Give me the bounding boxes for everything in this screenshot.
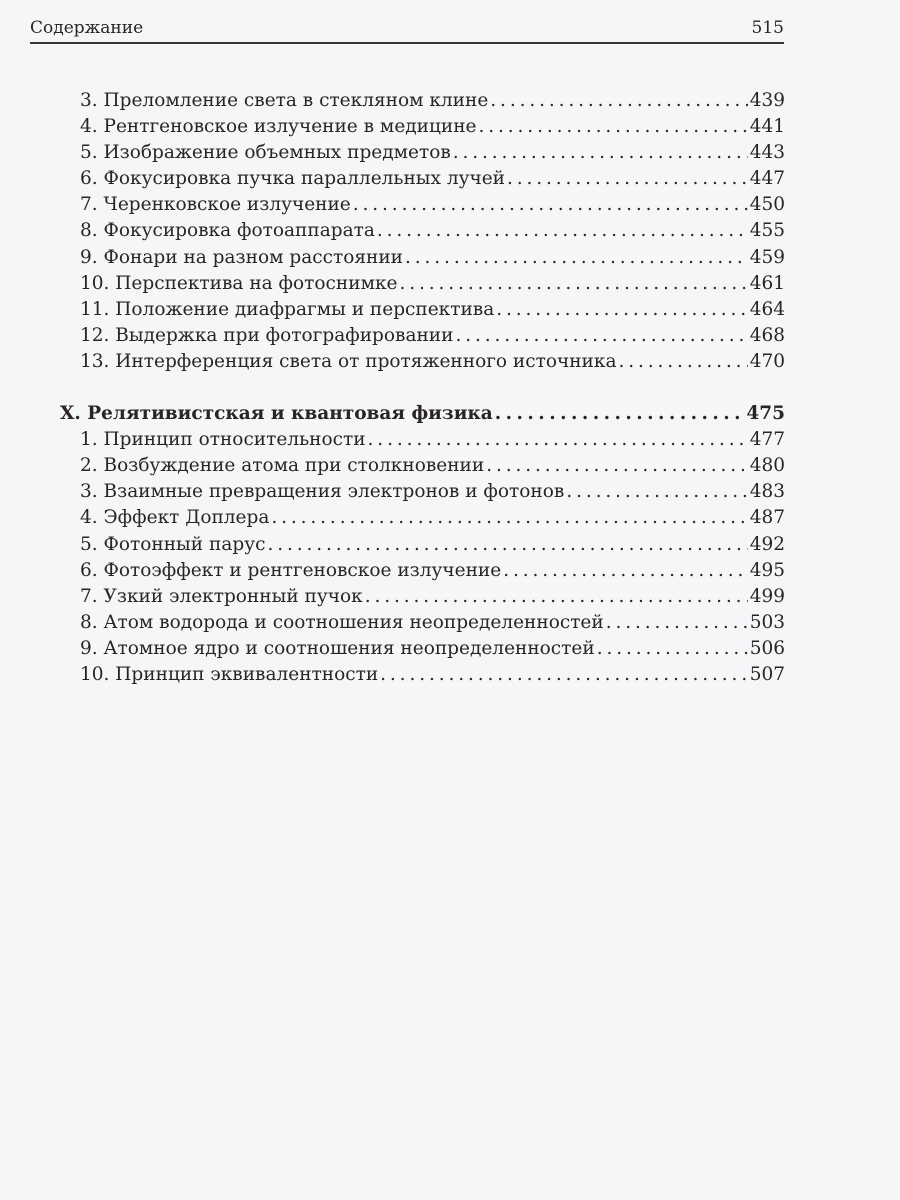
dot-leader xyxy=(486,453,748,479)
entry-page: 487 xyxy=(749,507,785,529)
entry-page: 441 xyxy=(749,116,785,138)
dot-leader xyxy=(455,323,747,349)
entry-title: 3. Преломление света в стекляном клине xyxy=(80,90,489,111)
entry-title: 7. Черенковское излучение xyxy=(80,194,351,216)
entry-title: 13. Интерференция света от протяженного источника xyxy=(80,350,617,372)
dot-leader xyxy=(271,505,747,531)
toc-entry[interactable] xyxy=(60,349,785,375)
dot-leader xyxy=(399,271,747,297)
entry-title: 11. Положение диафрагмы и перспектива xyxy=(80,298,495,320)
toc-entry[interactable] xyxy=(60,297,785,323)
entry-title: 5. Фотонный парус xyxy=(80,533,266,555)
entry-title: 4. Эффект Доплера xyxy=(80,507,270,529)
entry-title: 3. Взаимные превращения электронов и фотонов xyxy=(80,481,565,503)
entry-page: 447 xyxy=(749,168,785,190)
toc-entry[interactable] xyxy=(60,453,785,479)
toc-entry[interactable] xyxy=(60,505,785,531)
entry-page: 507 xyxy=(749,663,785,685)
toc-entry[interactable] xyxy=(60,662,785,688)
entry-title: 6. Фотоэффект и рентгеновское излучение xyxy=(80,559,502,581)
toc-entry[interactable] xyxy=(60,584,785,610)
toc-entry[interactable] xyxy=(60,218,785,244)
toc-entry[interactable] xyxy=(60,271,785,297)
entry-title: 4. Рентгеновское излучение в медицине xyxy=(80,116,477,138)
dot-leader xyxy=(566,479,747,505)
entry-page: 459 xyxy=(749,246,785,268)
dot-leader xyxy=(495,401,745,427)
dot-leader xyxy=(368,427,748,453)
chapter-x xyxy=(60,401,785,688)
dot-leader xyxy=(597,636,748,662)
entry-page: 450 xyxy=(749,194,785,216)
page-number: 515 xyxy=(751,18,784,38)
dot-leader xyxy=(365,584,748,610)
table-of-contents xyxy=(60,88,785,688)
entry-title: 7. Узкий электронный пучок xyxy=(80,585,363,607)
entry-page: 461 xyxy=(749,272,785,294)
entry-title: 9. Фонари на разном расстоянии xyxy=(80,246,404,268)
entry-title: 6. Фокусировка пучка параллельных лучей xyxy=(80,168,505,190)
dot-leader xyxy=(479,114,748,140)
entry-page: 464 xyxy=(749,298,785,320)
entry-page: 506 xyxy=(749,637,785,659)
entry-title: 9. Атомное ядро и соотношения неопределенностей xyxy=(80,637,595,659)
chapter-heading[interactable] xyxy=(60,401,785,427)
entry-title: 12. Выдержка при фотографировании xyxy=(80,324,454,346)
entry-page: 477 xyxy=(749,429,785,451)
dot-leader xyxy=(380,662,748,688)
section-title: Содержание xyxy=(30,18,144,38)
entry-title: 8. Фокусировка фотоаппарата xyxy=(80,220,375,242)
entry-title: 8. Атом водорода и соотношения неопределенностей xyxy=(80,611,604,633)
entry-title: 10. Принцип эквивалентности xyxy=(80,663,379,685)
dot-leader xyxy=(453,140,748,166)
entry-page: 475 xyxy=(746,403,785,425)
entry-page: 470 xyxy=(749,350,785,372)
dot-leader xyxy=(606,610,748,636)
toc-entry[interactable] xyxy=(60,192,785,218)
toc-entry[interactable] xyxy=(60,166,785,192)
entry-page: 495 xyxy=(749,559,785,581)
toc-entry[interactable] xyxy=(60,610,785,636)
running-header xyxy=(30,18,784,44)
dot-leader xyxy=(377,218,748,244)
toc-entry[interactable] xyxy=(60,479,785,505)
dot-leader xyxy=(405,245,748,271)
entry-title: 1. Принцип относительности xyxy=(80,429,366,451)
dot-leader xyxy=(618,349,747,375)
dot-leader xyxy=(507,166,748,192)
toc-entry[interactable] xyxy=(60,532,785,558)
toc-entry[interactable] xyxy=(60,427,785,453)
entry-title: 2. Возбуждение атома при столкновении xyxy=(80,455,485,477)
entry-page: 443 xyxy=(749,142,785,164)
entry-title: X. Релятивистская и квантовая физика xyxy=(60,403,493,425)
toc-entry[interactable] xyxy=(60,88,785,114)
dot-leader xyxy=(503,558,748,584)
entry-page: 480 xyxy=(749,455,785,477)
dot-leader xyxy=(353,192,748,218)
toc-entry[interactable] xyxy=(60,323,785,349)
toc-entry[interactable] xyxy=(60,558,785,584)
toc-entry[interactable] xyxy=(60,114,785,140)
entry-page: 455 xyxy=(749,220,785,242)
entry-page: 503 xyxy=(749,611,785,633)
dot-leader xyxy=(267,532,747,558)
entry-page: 468 xyxy=(749,324,785,346)
toc-entry[interactable] xyxy=(60,140,785,166)
entry-page: 439 xyxy=(749,90,785,111)
prev-section-entries xyxy=(60,88,785,375)
toc-entry[interactable] xyxy=(60,245,785,271)
entry-title: 5. Изображение объемных предметов xyxy=(80,142,451,164)
entry-page: 499 xyxy=(749,585,785,607)
entry-title: 10. Перспектива на фотоснимке xyxy=(80,272,398,294)
entry-page: 483 xyxy=(749,481,785,503)
dot-leader xyxy=(496,297,747,323)
dot-leader xyxy=(490,88,747,114)
entry-page: 492 xyxy=(749,533,785,555)
toc-entry[interactable] xyxy=(60,636,785,662)
